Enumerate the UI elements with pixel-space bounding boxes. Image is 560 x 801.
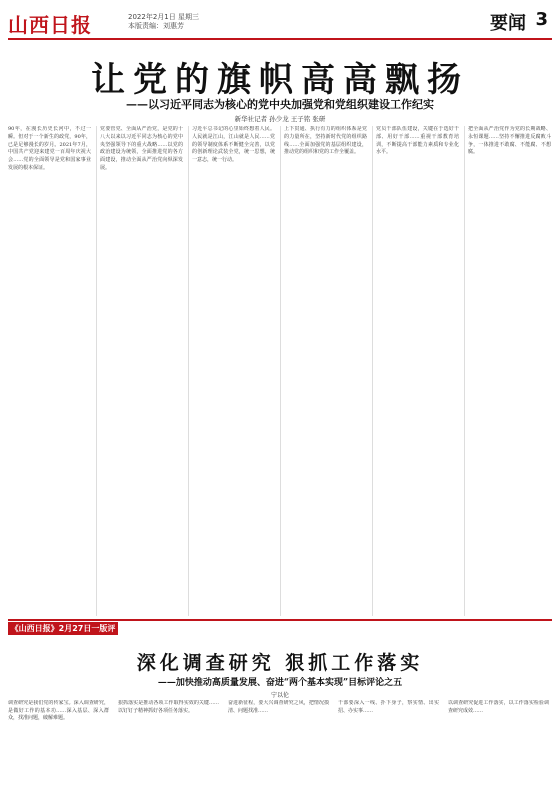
column-divider xyxy=(188,126,189,616)
article-column: 把全面从严治党作为党的长期战略、永恒课题……坚持不懈推进反腐败斗争，一体推进不敢腐、不能腐、不想腐。 xyxy=(468,126,551,156)
lower-article-title: 深化调查研究 狠抓工作落实 xyxy=(136,652,424,674)
column-divider xyxy=(464,126,465,616)
section-rule xyxy=(8,619,552,621)
article-column: 党要管党、全面从严治党，是党的十八大以来以习近平同志为核心的党中央坚强领导下的重大战略……以党的政治建设为统领，全面推进党的各方面建设，推动全面从严治党向纵深发展。 xyxy=(100,126,183,171)
issue-editor: 本版责编：刘惠芳 xyxy=(128,22,184,30)
article-column: 90年，在漫长历史长河中，不过一瞬。但对于一个新生的政党，90年，已是足够漫长的岁月。2021年7月，中国共产党迎来建党一百周年庆祝大会……党的全面领导是党和国家事业发展的根本保证。 xyxy=(8,126,91,171)
lower-article-subtitle: ——加快推动高质量发展、奋进“两个基本实现”目标评论之五 xyxy=(157,678,403,688)
article-byline: 新华社记者 孙少龙 王子铭 张研 xyxy=(234,115,326,123)
article-column: 党员干部队伍建设，关键在于选好干部、用好干部……重视干部教育培训，不断提高干部能力素质和专业化水平。 xyxy=(376,126,459,156)
column-divider xyxy=(96,126,97,616)
article-column: 上下贯通、执行有力的组织体系是党的力量所在，坚持新时代党的组织路线……全面加强党的基层组织建设，推动党的组织和党的工作全覆盖。 xyxy=(284,126,367,156)
article-subhead: ——以习近平同志为核心的党中央加强党和党组织建设工作纪实 xyxy=(126,98,434,111)
issue-date: 2022年2月1日 星期三 xyxy=(128,13,199,21)
header-rule xyxy=(8,38,552,40)
lower-article-author: 宁以伦 xyxy=(270,692,289,699)
article-column: 习近平总书记的心里始终想着人民。人民就是江山，江山就是人民……党的领导制度体系不断健全完善，以党的创新理论武装全党，统一思想，统一意志，统一行动。 xyxy=(192,126,275,164)
lower-article-column: 调查研究是我们党的传家宝。深入调查研究，是做好工作的基本功……深入基层、深入群众，找准问题，破解难题。 xyxy=(8,700,109,722)
article-headline: 让党的旗帜高高飘扬 xyxy=(91,60,469,100)
masthead xyxy=(8,6,552,36)
newspaper-logo: 山西日报 xyxy=(8,13,92,37)
lower-article-column: 以调查研究促进工作落实，以工作落实检验调查研究成效…… xyxy=(448,700,549,714)
column-divider xyxy=(280,126,281,616)
lower-article-tag: 《山西日报》2月27日一版评论 xyxy=(8,622,118,635)
column-divider xyxy=(372,126,373,616)
issue-meta xyxy=(128,13,199,31)
lower-article-body xyxy=(8,700,552,796)
page-number: 3 xyxy=(535,9,548,30)
lower-article-column: 奋进新征程，要大兴调查研究之风，把情况摸清、问题找准…… xyxy=(228,700,329,714)
lower-article-column: 干部要深入一线、扑下身子，察实情、出实招、办实事…… xyxy=(338,700,439,714)
section-title: 要闻 xyxy=(490,13,526,34)
lower-article-column: 狠抓落实是推动各项工作取得实效的关键……以钉钉子精神抓好各项任务落实。 xyxy=(118,700,219,714)
